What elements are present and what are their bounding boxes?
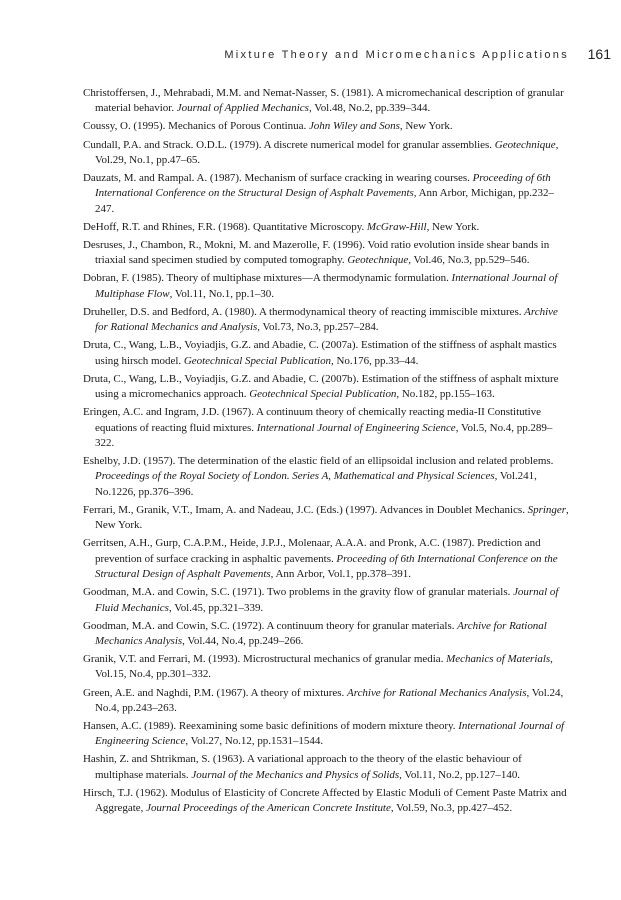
reference-source: Archive for Rational Mechanics and Analysis (95, 305, 558, 334)
reference-entry (83, 405, 571, 451)
reference-text: Christoffersen, J., Mehrabadi, M.M. and Nemat-Nasser, S. (1981). A micromechanical description of granular material behavior. (83, 87, 564, 115)
reference-text: Goodman, M.A. and Cowin, S.C. (1971). Two problems in the gravity flow of granular materials. (83, 586, 514, 599)
reference-entry (83, 305, 571, 336)
reference-entry (83, 271, 571, 302)
reference-source: McGraw-Hill (366, 220, 427, 233)
reference-entry (83, 536, 571, 582)
reference-text: Dauzats, M. and Rampal. A. (1987). Mechanism of surface cracking in wearing courses. (83, 171, 473, 184)
reference-entry (83, 719, 571, 750)
reference-details: , Ann Arbor, Michigan, pp.232–247. (95, 187, 554, 215)
reference-source: Geotechnique (494, 138, 556, 151)
reference-source: Springer (527, 503, 566, 516)
reference-source: Geotechnical Special Publication (249, 388, 397, 401)
reference-source: Mechanics of Materials (446, 653, 551, 666)
reference-source: International Journal of Multiphase Flow (95, 272, 558, 300)
reference-details: , Vol.11, No.1, pp.1–30. (169, 287, 275, 300)
reference-entry (83, 752, 571, 783)
reference-source: International Journal of Engineering Science (95, 719, 565, 748)
reference-text: Coussy, O. (1995). Mechanics of Porous Continua. (83, 120, 309, 133)
reference-source: Journal of Fluid Mechanics (95, 586, 559, 614)
reference-entry (83, 171, 571, 217)
reference-text: Hansen, A.C. (1989). Reexamining some basic definitions of modern mixture theory. (83, 719, 459, 732)
reference-entry (83, 372, 571, 403)
reference-text: DeHoff, R.T. and Rhines, F.R. (1968). Quantitative Microscopy. (83, 220, 367, 233)
reference-text: Ferrari, M., Granik, V.T., Imam, A. and Nadeau, J.C. (Eds.) (1997). Advances in Doublet Mechanics. (83, 503, 528, 516)
reference-entry (83, 119, 571, 134)
reference-details: , New York. (95, 503, 569, 532)
reference-entry (83, 686, 571, 717)
reference-text: Dobran, F. (1985). Theory of multiphase mixtures—A thermodynamic formulation. (83, 272, 452, 285)
reference-entry (83, 652, 571, 683)
reference-text: Gerritsen, A.H., Gurp, C.A.P.M., Heide, J.P.J., Molenaar, A.A.A. and Pronk, A.C. (1987). Prediction and prevention of surface cracking in asphaltic pavements. (83, 537, 541, 565)
reference-details: , No.182, pp.155–163. (396, 388, 495, 401)
reference-text: Eshelby, J.D. (1957). The determination of the elastic field of an ellipsoidal inclusion and related problems. (83, 454, 554, 467)
reference-text: Druta, C., Wang, L.B., Voyiadjis, G.Z. and Abadie, C. (2007b). Estimation of the stiffness of asphalt mixture using a micromechanics approach. (83, 372, 559, 401)
reference-entry (83, 585, 571, 616)
reference-list (83, 86, 571, 819)
reference-details: , Vol.5, No.4, pp.289–322. (95, 421, 553, 449)
reference-details: , Vol.44, No.4, pp.249–266. (182, 635, 304, 648)
reference-entry (83, 454, 571, 500)
reference-entry (83, 220, 571, 235)
reference-source: John Wiley and Sons (308, 120, 400, 133)
reference-entry (83, 338, 571, 369)
reference-source: Proceedings of the Royal Society of London. Series A, Mathematical and Physical Sciences (95, 470, 495, 483)
reference-details: , Vol.45, pp.321–339. (168, 601, 264, 614)
reference-text: Desruses, J., Chambon, R., Mokni, M. and Mazerolle, F. (1996). Void ratio evolution inside shear bands in triaxial sand specimen studied by computed tomography. (83, 238, 550, 267)
reference-entry (83, 238, 571, 269)
reference-details: , New York. (426, 220, 480, 233)
running-header (0, 48, 621, 68)
reference-entry (83, 503, 571, 534)
reference-entry (83, 619, 571, 650)
reference-source: Archive for Rational Mechanics Analysis (347, 686, 527, 699)
reference-text: Granik, V.T. and Ferrari, M. (1993). Microstructural mechanics of granular media. (83, 653, 447, 666)
reference-source: Geotechnique (347, 254, 409, 267)
page-number: 161 (587, 46, 611, 62)
reference-details: , Vol.11, No.2, pp.127–140. (399, 768, 521, 781)
reference-details: , New York. (399, 120, 453, 133)
reference-details: , Vol.59, No.3, pp.427–452. (390, 802, 513, 815)
reference-text: Goodman, M.A. and Cowin, S.C. (1972). A continuum theory for granular materials. (83, 619, 458, 632)
reference-text: Green, A.E. and Naghdi, P.M. (1967). A theory of mixtures. (83, 686, 348, 699)
reference-details: , Vol.241, No.1226, pp.376–396. (95, 470, 537, 498)
reference-entry (83, 86, 571, 117)
reference-source: Journal of Applied Mechanics (176, 102, 309, 115)
reference-source: Geotechnical Special Publication (183, 354, 332, 367)
running-title: Mixture Theory and Micromechanics Applications (224, 49, 569, 61)
reference-entry (83, 786, 571, 817)
reference-details: , No.176, pp.33–44. (331, 354, 419, 367)
reference-details: , Ann Arbor, Vol.1, pp.378–391. (270, 568, 411, 581)
reference-text: Hirsch, T.J. (1962). Modulus of Elasticity of Concrete Affected by Elastic Moduli of Cement Paste Matrix and Aggregate, (83, 786, 567, 815)
reference-entry (83, 138, 571, 169)
reference-details: , Vol.46, No.3, pp.529–546. (408, 254, 530, 267)
reference-source: Journal Proceedings of the American Concrete Institute (146, 802, 391, 815)
reference-details: , Vol.48, No.2, pp.339–344. (308, 102, 431, 115)
reference-text: Druta, C., Wang, L.B., Voyiadjis, G.Z. and Abadie, C. (2007a). Estimation of the stiffness of asphalt mastics using hirsch model. (83, 339, 557, 367)
reference-source: Proceeding of 6th International Conference on the Structural Design of Asphalt Pavements (95, 171, 551, 200)
reference-text: Cundall, P.A. and Strack. O.D.L. (1979). A discrete numerical model for granular assemblies. (83, 138, 495, 151)
reference-text: Eringen, A.C. and Ingram, J.D. (1967). A continuum theory of chemically reacting media-II Constitutive equations of reacting fluid mixtures. (83, 406, 542, 434)
reference-details: , Vol.24, No.4, pp.243–263. (95, 686, 564, 714)
reference-details: , Vol.29, No.1, pp.47–65. (95, 138, 559, 166)
reference-source: International Journal of Engineering Science (256, 421, 456, 434)
reference-source: Journal of the Mechanics and Physics of Solids (191, 768, 400, 781)
reference-text: Hashin, Z. and Shtrikman, S. (1963). A variational approach to the theory of the elastic behaviour of multiphase materials. (83, 753, 522, 781)
reference-source: Archive for Rational Mechanics Analysis (95, 619, 547, 648)
reference-text: Druheller, D.S. and Bedford, A. (1980). A thermodynamical theory of reacting immiscible mixtures. (83, 305, 525, 318)
reference-details: , Vol.73, No.3, pp.257–284. (257, 321, 379, 334)
reference-source: Proceeding of 6th International Conference on the Structural Design of Asphalt Pavements (95, 552, 558, 581)
reference-details: , Vol.27, No.12, pp.1531–1544. (185, 735, 324, 748)
reference-details: , Vol.15, No.4, pp.301–332. (95, 653, 553, 681)
